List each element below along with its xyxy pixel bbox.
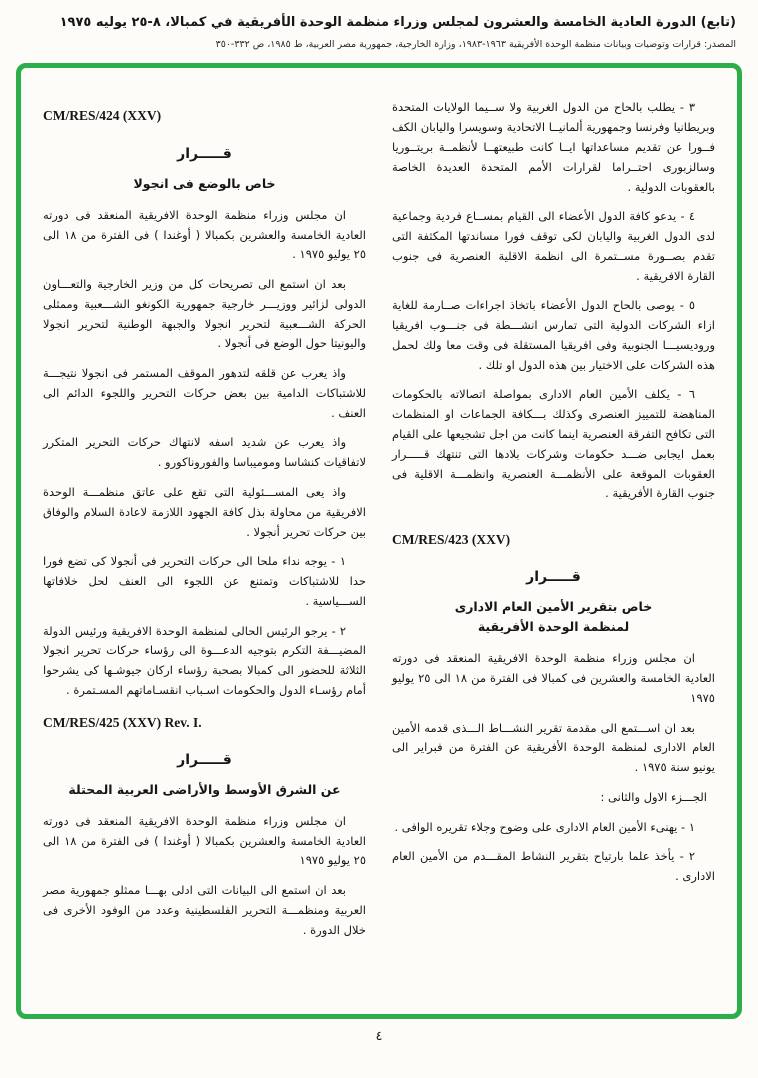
resolution-title: قـــــرار [177, 751, 232, 768]
page-header [16, 14, 742, 51]
section-label: الجـــزء الاول والثانى : [600, 789, 707, 804]
paragraph: ١ - يوجه نداء ملحا الى حركات التحرير فى أنجولا كى تضع فورا حدا للاشتباكات وتمتنع عن اللجوء الى العنف لحل خلافاتها الســـياسية . [43, 554, 366, 608]
paragraph: واذ يعى المســـئولية التى تقع على عاتق منظمـــة الوحدة الافريقية من محاولة بذل كافة الجهود اللازمة لاعادة السلام والوفاق بين حركات تحرير أنجولا . [43, 484, 366, 539]
spacer [392, 514, 715, 522]
paragraph: واذ يعرب عن شديد اسفه لانتهاك حركات التحرير المتكرر لاتفاقيات كنشاسا وموميباسا والفوروناكورو . [43, 435, 366, 470]
paragraph: ١ - يهنىء الأمين العام الادارى على وضوح وجلاء تقريره الوافى . [394, 819, 695, 834]
resolution-code: CM/RES/425 (XXV) Rev. I. [43, 714, 202, 730]
paragraph: واذ يعرب عن قلقه لتدهور الموقف المستمر فى انجولا نتيجـــة للاشتباكات الدامية بين بعض حركات التحرير واللجوء الدائم الى العنف . [43, 366, 366, 420]
resolution-subtitle [392, 597, 715, 637]
column-right [392, 98, 715, 1000]
paragraph: ان مجلس وزراء منظمة الوحدة الافريقية المنعقد فى دورته العادية الخامسة والعشرين بكمبالا ( أوغندا ) فى الفترة من ١٨ الى ٢٥ يوليو ١٩٧٥ . [43, 207, 366, 262]
session-title: (تابع) الدورة العادية الخامسة والعشرون لمجلس وزراء منظمة الوحدة الأفريقية في كمبالا، ٨-٢٥ يوليه ١٩٧٥ [59, 15, 736, 30]
resolution-code: CM/RES/423 (XXV) [392, 532, 511, 548]
paragraph: ٣ - يطلب بالحاح من الدول الغربية ولا ســيما الولايات المتحدة وبريطانيا وفرنسا وجمهورية ألمانيــا الاتحادية وسويسرا واليابان الكف فــورا عن تقديم مساعداتها ايــا كانت طبيعتهــا لأنظمــة بريتــوريا وسالزبورى احتــراما لقرارات الأمم المتحدة العديدة الخاصة بالعقوبات الدولية . [392, 100, 715, 194]
paragraph: ان مجلس وزراء منظمة الوحدة الافريقية المنعقد فى دورته العادية الخامسة والعشرين فى كمبالا فى الفترة من ١٨ الى ٢٥ يوليو ١٩٧٥ [392, 651, 715, 705]
resolution-title: قـــــرار [526, 569, 581, 586]
paragraph: ٥ - يوصى بالحاح الدول الأعضاء باتخاذ اجراءات صــارمة للغاية ازاء الشركات الدولية التى تمارس انشـــطة فى جنـــوب افريقيا وروديسيـــا الجنوبية وفى افريقيا المستقلة فى وقت معا ولك لحمل هذه الشركات على الاختيار بين هذه الدول او تلك . [392, 298, 715, 372]
paragraph: ٦ - يكلف الأمين العام الادارى بمواصلة اتصالاته بالحكومات المناهضة للتمييز العنصرى وكذلك بـــكافة الجماعات او المنظمات التى تكافح التفرقة العنصرية اينما كانت من اجل تشجيعها على القيام بعمل ايجابى ضـــد حكومات وشركات بلادها التى تنتهك قـــــرار العقوبات الموقعة على الأنظمـــة العنصرية وانظمـــة الاقلية فى جنوب القارة الأفريقية . [392, 387, 715, 501]
resolution-code: CM/RES/424 (XXV) [43, 108, 162, 124]
paragraph: ٢ - يأخذ علما بارتياح بتقرير النشاط المقـــدم من الأمين العام الادارى . [392, 849, 715, 884]
content-frame [16, 63, 742, 1019]
two-column-layout [43, 98, 715, 1000]
paragraph: بعد ان استمع الى تصريحات كل من وزير الخارجية والتعـــاون الدولى لزائير ووزيـــر خارجية جمهورية الكونغو الشـــعبية وممثلى الحركة الشـــعبية لتحرير انجولا والجبهة الوطنية لتحرير انجولا واليونيتا حول الوضع فى أنجولا . [43, 277, 366, 351]
resolution-subtitle-line2: لمنظمة الوحدة الأفريقية [477, 619, 630, 635]
resolution-subtitle: عن الشرق الأوسط والأراضى العربية المحتلة [68, 781, 341, 797]
resolution-subtitle-line1: خاص بتقرير الأمين العام الادارى [454, 599, 653, 615]
paragraph: ان مجلس وزراء منظمة الوحدة الافريقية المنعقد فى دورته العادية الخامسة والعشرين بكمبالا ( أوغندا ) فى الفترة من ١٨ الى ٢٥ يوليو ١٩٧٥ [43, 813, 366, 868]
paragraph: بعد ان اســـتمع الى مقدمة تقرير النشـــاط الـــذى قدمه الأمين العام الادارى لمنظمة الوحدة الأفريقية عن الفترة من فبراير الى يونيو سنة ١٩٧٥ . [392, 720, 715, 775]
paragraph: ٤ - يدعو كافة الدول الأعضاء الى القيام بمســاع فردية وجماعية لدى الدول الغربية واليابان لكى توقف فورا مساندتها المكثفة التى تقدم بصــورة مســتمرة الى انظمة الاقلية العنصرية فى جنوب القارة الافريقية . [392, 209, 715, 283]
column-left [43, 98, 366, 1000]
paragraph: بعد ان استمع الى البيانات التى ادلى بهـــا ممثلو جمهورية مصر العربية ومنظمـــة التحرير الفلسطينية وعدد من الوفود الأخرى فى خلال الدورة . [43, 883, 366, 937]
source-note: المصدر: قرارات وتوصيات وبيانات منظمة الوحدة الأفريقية ١٩٦٣-١٩٨٣، وزارة الخارجية، جمهورية مصر العربية، ط ١٩٨٥، ص ٣٣٢-٣٥٠ [215, 39, 736, 51]
page-number: ٤ [375, 1029, 383, 1045]
resolution-subtitle: خاص بالوضع فى انجولا [133, 175, 276, 191]
resolution-title: قـــــرار [177, 145, 232, 162]
paragraph: ٢ - يرجو الرئيس الحالى لمنظمة الوحدة الافريقية ورئيس الدولة المضيـــفة التكرم بتوجيه الدعـــوة الى رؤساء حركات تحرير انجولا الثلاثة للحضور الى كمبالا بصحبة رؤساء اركان جيوشـها كى يشرحوا أمام رؤسـاء الدول والحكومات اسـباب انقسـاماتهم المسـتمرة . [43, 623, 366, 697]
